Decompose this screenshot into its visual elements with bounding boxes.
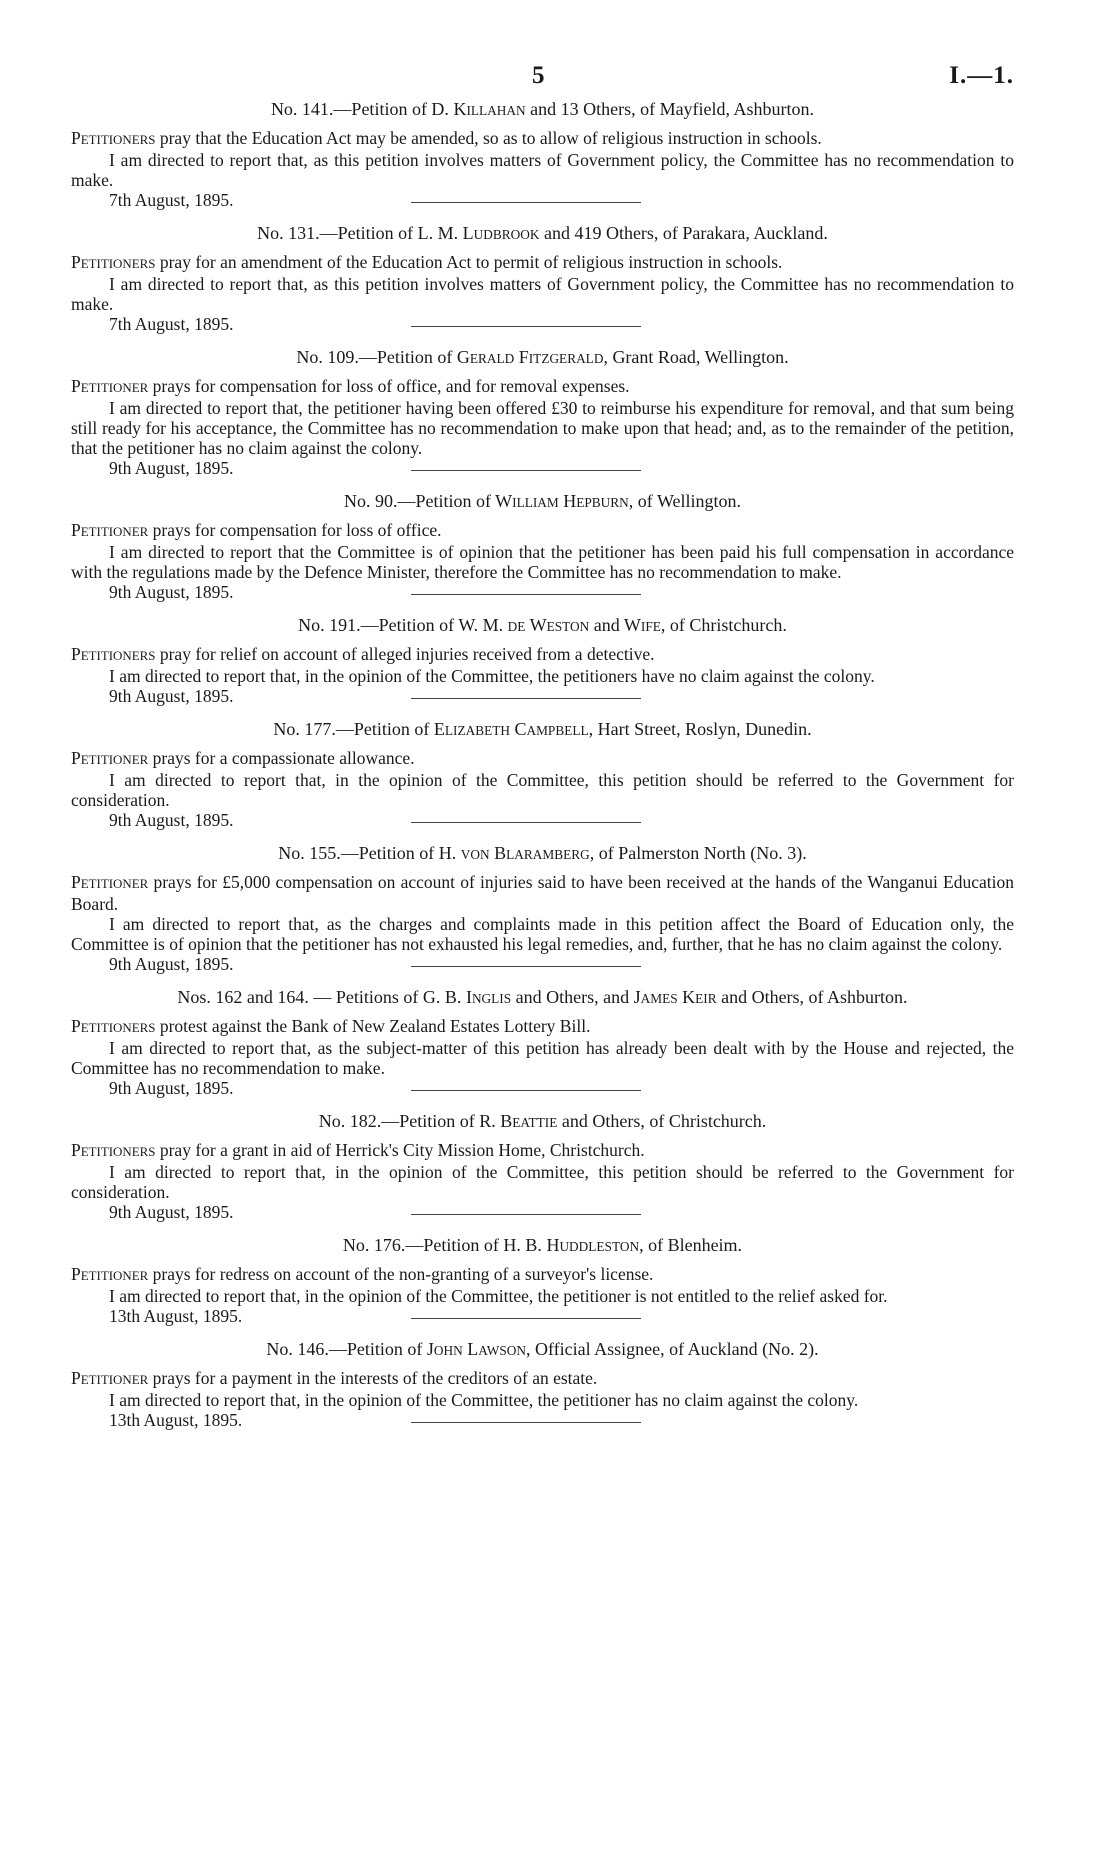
report-dateline <box>71 582 1014 604</box>
report-date: 7th August, 1895. <box>109 314 234 334</box>
petition-title-text: No. 131.—Petition of L. M. <box>257 223 463 243</box>
petition-title-text: , of Christchurch. <box>660 615 787 635</box>
petition-title-text: , Official Assignee, of Auckland (No. 2). <box>526 1339 819 1359</box>
petition-prayer <box>71 1368 1014 1390</box>
committee-report: I am directed to report that, in the opinion of the Committee, this petition should be referred to the Government for consideration. <box>71 770 1014 810</box>
petition-prayer <box>71 252 1014 274</box>
prayer-text: pray for a grant in aid of Herrick's City Mission Home, Christchurch. <box>155 1140 645 1160</box>
petitioner-name: WILLIAM HEPBURN <box>495 491 629 511</box>
report-dateline <box>71 458 1014 480</box>
petition-body <box>71 872 1014 954</box>
prayer-text: prays for compensation for loss of office. <box>148 520 442 540</box>
petition-title-text: and Others, and <box>511 987 634 1007</box>
committee-report: I am directed to report that, in the opinion of the Committee, the petitioners have no claim against the colony. <box>109 666 875 686</box>
separator-rule <box>411 326 641 327</box>
prayer-label: PETITIONER <box>71 1368 149 1388</box>
petition-title-text: , of Palmerston North (No. 3). <box>589 843 807 863</box>
petitioner-name: WIFE <box>623 615 661 635</box>
report-dateline <box>71 1078 1014 1100</box>
page-number: 5 <box>532 62 545 89</box>
report-date: 7th August, 1895. <box>109 190 234 210</box>
petition-title-text: No. 146.—Petition of <box>266 1339 427 1359</box>
petitioner-name: GERALD FITZGERALD <box>456 347 604 367</box>
petition-body <box>71 520 1014 582</box>
prayer-label: PETITIONER <box>71 520 149 540</box>
petition-entry <box>71 490 1014 604</box>
report-date: 9th August, 1895. <box>109 686 234 706</box>
petitioner-name: INGLIS <box>465 987 512 1007</box>
separator-rule <box>411 1090 641 1091</box>
petition-prayer <box>71 1140 1014 1162</box>
report-dateline <box>71 314 1014 336</box>
petition-prayer <box>71 1016 1014 1038</box>
petition-title-text: , of Blenheim. <box>639 1235 743 1255</box>
committee-report: I am directed to report that, as the subject-matter of this petition has already been dealt with by the House and rejected, the Committee has no recommendation to make. <box>71 1038 1014 1078</box>
page-header <box>71 62 1014 98</box>
petition-title-text: , of Wellington. <box>628 491 741 511</box>
prayer-text: prays for a payment in the interests of the creditors of an estate. <box>148 1368 598 1388</box>
petitioner-name: LUDBROOK <box>462 223 540 243</box>
report-date: 9th August, 1895. <box>109 1202 234 1222</box>
prayer-text: prays for a compassionate allowance. <box>148 748 415 768</box>
petitioner-name: DE WESTON <box>507 615 590 635</box>
prayer-label: PETITIONERS <box>71 1016 156 1036</box>
separator-rule <box>411 202 641 203</box>
report-dateline <box>71 1306 1014 1328</box>
prayer-label: PETITIONERS <box>71 1140 156 1160</box>
petition-title <box>71 98 1014 122</box>
prayer-text: prays for compensation for loss of office, and for removal expenses. <box>148 376 630 396</box>
petitioner-name: ELIZABETH CAMPBELL <box>433 719 589 739</box>
committee-report: I am directed to report that, as this petition involves matters of Government policy, the Committee has no recommendation to make. <box>71 274 1014 314</box>
petitioner-name: JOHN LAWSON <box>426 1339 526 1359</box>
committee-report: I am directed to report that, as the charges and complaints made in this petition affect the Board of Education only, the Committee is of opinion that the petitioner has not exhausted his legal remedies, and, further, that he has no claim against the colony. <box>71 914 1014 954</box>
prayer-label: PETITIONER <box>71 376 149 396</box>
petition-title <box>71 222 1014 246</box>
report-dateline <box>71 190 1014 212</box>
petition-title-text: and 13 Others, of Mayfield, Ashburton. <box>525 99 815 119</box>
prayer-text: pray for relief on account of alleged injuries received from a detective. <box>155 644 655 664</box>
report-date: 13th August, 1895. <box>109 1306 243 1326</box>
petition-title <box>71 986 1014 1010</box>
report-date: 9th August, 1895. <box>109 1078 234 1098</box>
series-number: I.—1. <box>949 62 1014 89</box>
report-dateline <box>71 1410 1014 1432</box>
petition-title-text: No. 109.—Petition of <box>296 347 457 367</box>
report-date: 9th August, 1895. <box>109 810 234 830</box>
report-date: 9th August, 1895. <box>109 582 234 602</box>
petition-title <box>71 346 1014 370</box>
report-dateline <box>71 686 1014 708</box>
petition-prayer <box>71 376 1014 398</box>
report-dateline <box>71 954 1014 976</box>
petition-title-text: and Others, of Ashburton. <box>716 987 908 1007</box>
prayer-label: PETITIONERS <box>71 128 156 148</box>
petition-title-text: No. 176.—Petition of H. B. <box>342 1235 547 1255</box>
report-date: 9th August, 1895. <box>109 458 234 478</box>
petition-title <box>71 1234 1014 1258</box>
petition-entry <box>71 842 1014 976</box>
petition-title-text: No. 155.—Petition of H. <box>278 843 461 863</box>
petition-entry <box>71 614 1014 708</box>
petition-prayer <box>71 872 1014 914</box>
petition-entry <box>71 346 1014 480</box>
report-dateline <box>71 810 1014 832</box>
prayer-label: PETITIONER <box>71 748 149 768</box>
petition-title <box>71 490 1014 514</box>
petition-prayer <box>71 748 1014 770</box>
petition-title-text: No. 182.—Petition of R. <box>318 1111 501 1131</box>
petitioner-name: BEATTIE <box>500 1111 558 1131</box>
separator-rule <box>411 1422 641 1423</box>
petition-body <box>71 1140 1014 1202</box>
petition-body <box>71 644 1014 686</box>
petition-body <box>71 1368 1014 1410</box>
petition-body <box>71 1016 1014 1078</box>
petition-entry <box>71 98 1014 212</box>
prayer-text: pray for an amendment of the Education Act to permit of religious instruction in schools. <box>155 252 783 272</box>
petition-prayer <box>71 128 1014 150</box>
petition-title-text: No. 141.—Petition of D. <box>270 99 454 119</box>
separator-rule <box>411 698 641 699</box>
petition-title-text: and 419 Others, of Parakara, Auckland. <box>539 223 828 243</box>
committee-report: I am directed to report that, in the opinion of the Committee, the petitioner is not entitled to the relief asked for. <box>109 1286 888 1306</box>
petition-title-text: Nos. 162 and 164. — Petitions of G. B. <box>177 987 466 1007</box>
petition-entry <box>71 986 1014 1100</box>
petition-title-text: , Hart Street, Roslyn, Dunedin. <box>588 719 812 739</box>
petition-prayer <box>71 644 1014 666</box>
report-date: 13th August, 1895. <box>109 1410 243 1430</box>
petitioner-name: KILLAHAN <box>453 99 526 119</box>
separator-rule <box>411 966 641 967</box>
prayer-label: PETITIONERS <box>71 252 156 272</box>
separator-rule <box>411 1214 641 1215</box>
petition-body <box>71 128 1014 190</box>
separator-rule <box>411 594 641 595</box>
separator-rule <box>411 1318 641 1319</box>
petition-title-text: and <box>589 615 624 635</box>
petition-title-text: No. 191.—Petition of W. M. <box>298 615 508 635</box>
petition-title <box>71 1110 1014 1134</box>
petition-title-text: No. 177.—Petition of <box>273 719 434 739</box>
report-dateline <box>71 1202 1014 1224</box>
committee-report: I am directed to report that the Committee is of opinion that the petitioner has been paid his full compensation in accordance with the regulations made by the Defence Minister, therefore the Committee has no recommendation to make. <box>71 542 1014 582</box>
committee-report: I am directed to report that, in the opinion of the Committee, the petitioner has no claim against the colony. <box>109 1390 859 1410</box>
committee-report: I am directed to report that, as this petition involves matters of Government policy, the Committee has no recommendation to make. <box>71 150 1014 190</box>
petition-body <box>71 748 1014 810</box>
petition-entry <box>71 1234 1014 1328</box>
petition-entry <box>71 1338 1014 1432</box>
prayer-label: PETITIONER <box>71 872 149 892</box>
petition-title <box>71 718 1014 742</box>
petition-title <box>71 614 1014 638</box>
report-date: 9th August, 1895. <box>109 954 234 974</box>
separator-rule <box>411 822 641 823</box>
petitioner-name: JAMES KEIR <box>633 987 717 1007</box>
petition-prayer <box>71 1264 1014 1286</box>
petitioner-name: HUDDLESTON <box>546 1235 640 1255</box>
petition-prayer <box>71 520 1014 542</box>
petition-title <box>71 1338 1014 1362</box>
prayer-text: prays for redress on account of the non-granting of a surveyor's license. <box>148 1264 654 1284</box>
prayer-label: PETITIONERS <box>71 644 156 664</box>
petition-title <box>71 842 1014 866</box>
petition-body <box>71 376 1014 458</box>
prayer-text: pray that the Education Act may be amended, so as to allow of religious instruction in schools. <box>155 128 822 148</box>
petitions-list <box>71 98 1014 1432</box>
petition-body <box>71 252 1014 314</box>
petition-title-text: No. 90.—Petition of <box>343 491 496 511</box>
separator-rule <box>411 470 641 471</box>
prayer-text: protest against the Bank of New Zealand Estates Lottery Bill. <box>155 1016 591 1036</box>
petition-body <box>71 1264 1014 1306</box>
petition-entry <box>71 1110 1014 1224</box>
petition-title-text: and Others, of Christchurch. <box>557 1111 767 1131</box>
petition-entry <box>71 718 1014 832</box>
petition-title-text: , Grant Road, Wellington. <box>603 347 789 367</box>
committee-report: I am directed to report that, the petitioner having been offered £30 to reimburse his expenditure for removal, and that sum being still ready for his acceptance, the Committee has no recommendation to make upon that head; and, as to the remainder of the petition, that the petitioner has no claim against the colony. <box>71 398 1014 458</box>
prayer-text: prays for £5,000 compensation on account of injuries said to have been received at the hands of the Wanganui Education Board. <box>71 872 1014 914</box>
prayer-label: PETITIONER <box>71 1264 149 1284</box>
petitioner-name: VON BLARAMBERG <box>460 843 590 863</box>
committee-report: I am directed to report that, in the opinion of the Committee, this petition should be referred to the Government for consideration. <box>71 1162 1014 1202</box>
petition-entry <box>71 222 1014 336</box>
